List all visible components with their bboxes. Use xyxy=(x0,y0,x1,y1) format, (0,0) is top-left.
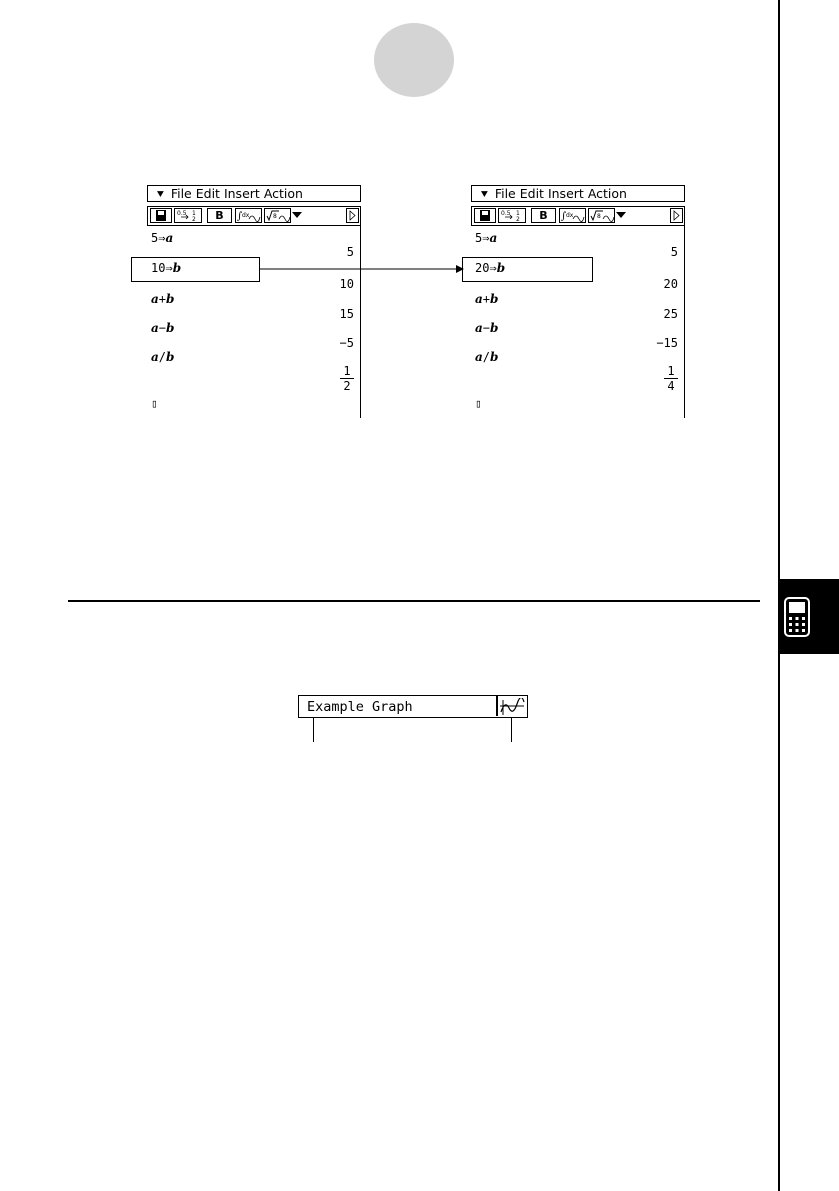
decimal-fraction-icon[interactable] xyxy=(174,208,202,223)
integral-icon[interactable] xyxy=(235,208,262,223)
menu-file[interactable]: File xyxy=(170,186,192,201)
menu-bar xyxy=(147,185,361,202)
entry-row[interactable]: a+b 15 xyxy=(151,292,354,321)
title-callout-line xyxy=(313,718,314,742)
svg-text:2: 2 xyxy=(516,216,520,222)
scroll-right-icon[interactable] xyxy=(670,208,683,223)
menu-edit[interactable]: Edit xyxy=(519,186,544,201)
entry-row[interactable]: a+b 25 xyxy=(475,292,678,321)
menu-file[interactable]: File xyxy=(494,186,516,201)
section-divider xyxy=(68,600,760,602)
entry-row[interactable]: 20⇒b 20 xyxy=(475,261,678,291)
svg-text:0.5: 0.5 xyxy=(501,210,511,217)
calculator-icon xyxy=(784,597,810,637)
title-separator xyxy=(496,696,498,716)
menu-insert[interactable]: Insert xyxy=(547,186,584,201)
main-screen-after xyxy=(471,185,688,418)
toolbar-dropdown-icon[interactable] xyxy=(615,208,627,223)
work-area[interactable] xyxy=(147,226,361,418)
toolbar xyxy=(147,206,361,226)
svg-text:∫: ∫ xyxy=(561,211,567,222)
highlight-box-after xyxy=(462,257,593,282)
page-number-circle xyxy=(374,23,454,97)
toolbar-dropdown-icon[interactable] xyxy=(291,208,303,223)
work-area[interactable] xyxy=(471,226,685,418)
icon-callout-line xyxy=(511,718,512,742)
chapter-tab xyxy=(780,579,839,654)
menu-action[interactable]: Action xyxy=(587,186,627,201)
main-screen-before xyxy=(147,185,364,418)
save-icon[interactable] xyxy=(474,208,496,223)
graph-window-title-bar xyxy=(298,695,528,718)
decimal-fraction-icon[interactable] xyxy=(498,208,526,223)
entry-row[interactable]: 10⇒b 10 xyxy=(151,261,354,291)
entry-row[interactable]: a−b −15 xyxy=(475,321,678,350)
double-chevron-down-icon[interactable]: ⯆ xyxy=(156,188,165,201)
svg-text:dx: dx xyxy=(242,212,250,219)
svg-text:1: 1 xyxy=(516,210,520,217)
svg-text:1: 1 xyxy=(192,210,196,217)
bold-button[interactable]: B xyxy=(207,208,232,223)
entry-row[interactable]: a/b 1 4 xyxy=(475,350,678,364)
svg-text:2: 2 xyxy=(192,216,196,222)
highlight-box-before xyxy=(131,257,260,282)
integral-icon[interactable] xyxy=(559,208,586,223)
menu-edit[interactable]: Edit xyxy=(195,186,220,201)
sqrt-icon[interactable] xyxy=(264,208,291,223)
graph-window-title: Example Graph xyxy=(307,699,413,715)
scroll-right-icon[interactable] xyxy=(346,208,359,223)
svg-text:0.5: 0.5 xyxy=(177,210,187,217)
input-cursor[interactable]: ▯ xyxy=(475,397,482,410)
entry-row[interactable]: 5⇒a 5 xyxy=(475,231,678,259)
svg-text:∫: ∫ xyxy=(237,211,243,222)
double-chevron-down-icon[interactable]: ⯆ xyxy=(480,188,489,201)
menu-insert[interactable]: Insert xyxy=(223,186,260,201)
toolbar xyxy=(471,206,685,226)
entry-row[interactable]: a−b −5 xyxy=(151,321,354,350)
fraction-result: 1 2 xyxy=(340,365,354,392)
arrow-icon xyxy=(260,264,465,274)
svg-text:dx: dx xyxy=(566,212,574,219)
graph-icon[interactable] xyxy=(499,698,525,716)
menu-action[interactable]: Action xyxy=(263,186,303,201)
svg-text:8: 8 xyxy=(273,213,277,220)
menu-bar xyxy=(471,185,685,202)
svg-text:8: 8 xyxy=(597,213,601,220)
entry-row[interactable]: a/b 1 2 xyxy=(151,350,354,364)
fraction-result: 1 4 xyxy=(664,365,678,392)
input-cursor[interactable]: ▯ xyxy=(151,397,158,410)
save-icon[interactable] xyxy=(150,208,172,223)
entry-row[interactable]: 5⇒a 5 xyxy=(151,231,354,259)
bold-button[interactable]: B xyxy=(531,208,556,223)
sqrt-icon[interactable] xyxy=(588,208,615,223)
